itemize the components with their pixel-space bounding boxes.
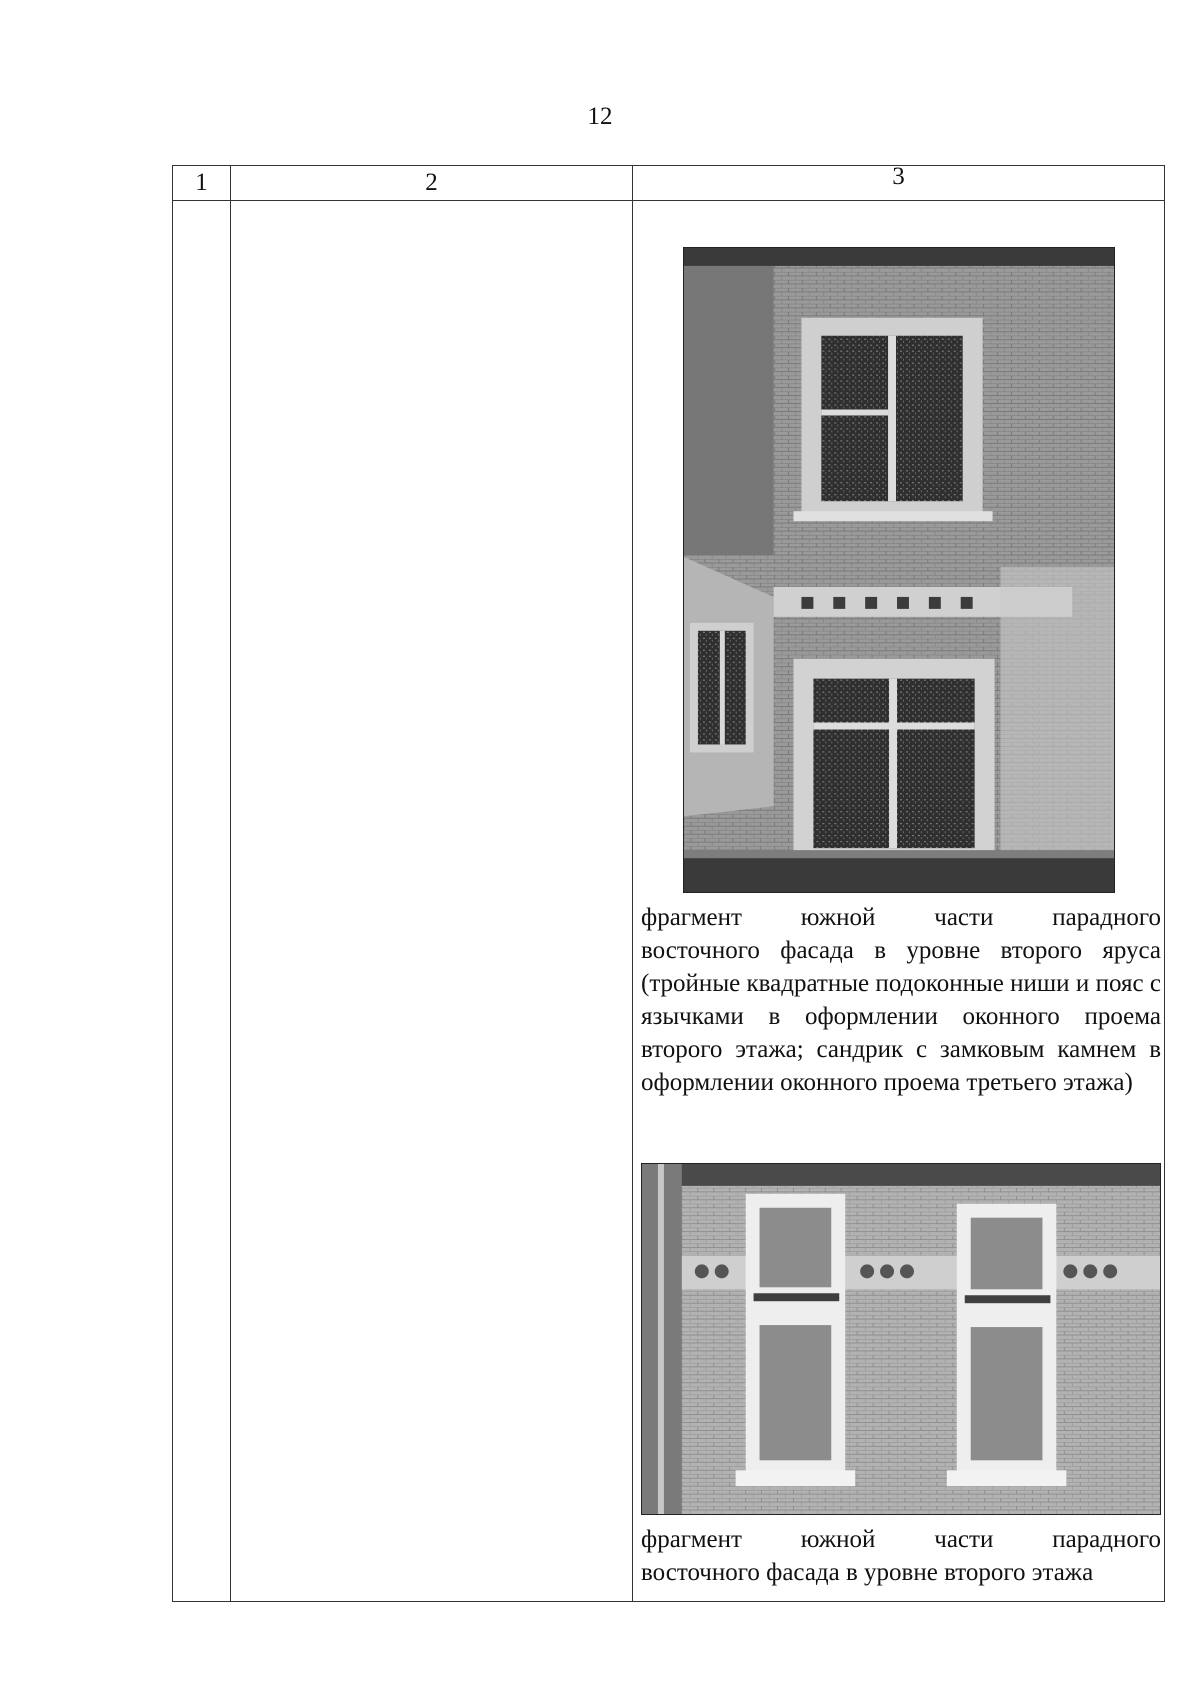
column-header-1: 1 bbox=[195, 169, 208, 196]
facade-photo-icon bbox=[683, 247, 1115, 893]
cell-column-3 bbox=[633, 201, 1164, 1601]
photo-caption-1-text: восточного фасада в уровне второго яруса (тройные квадратные подоконные ниши и пояс с язычками в оформлении оконного проема второго этажа; сандрик с замковым камнем в оформлении оконного проема третьего этажа) bbox=[641, 937, 1161, 1096]
photo-caption-2 bbox=[641, 1523, 1161, 1589]
column-header-2: 2 bbox=[425, 169, 438, 196]
column-header-3: 3 bbox=[892, 163, 905, 190]
document-table bbox=[172, 165, 1165, 1602]
facade-photo-icon bbox=[641, 1163, 1161, 1515]
column-divider bbox=[230, 166, 231, 1601]
page-number: 12 bbox=[587, 103, 613, 130]
facade-photo-icon bbox=[642, 1164, 1160, 1514]
photo-caption-2-text: восточного фасада в уровне второго этажа bbox=[641, 1559, 1094, 1586]
photo-caption-1-first-line: фрагмент южной части парадного bbox=[641, 904, 1161, 931]
photo-caption-2-first-line: фрагмент южной части парадного bbox=[641, 1526, 1161, 1553]
photo-caption-1 bbox=[641, 901, 1161, 1099]
facade-photo-icon bbox=[684, 248, 1114, 892]
